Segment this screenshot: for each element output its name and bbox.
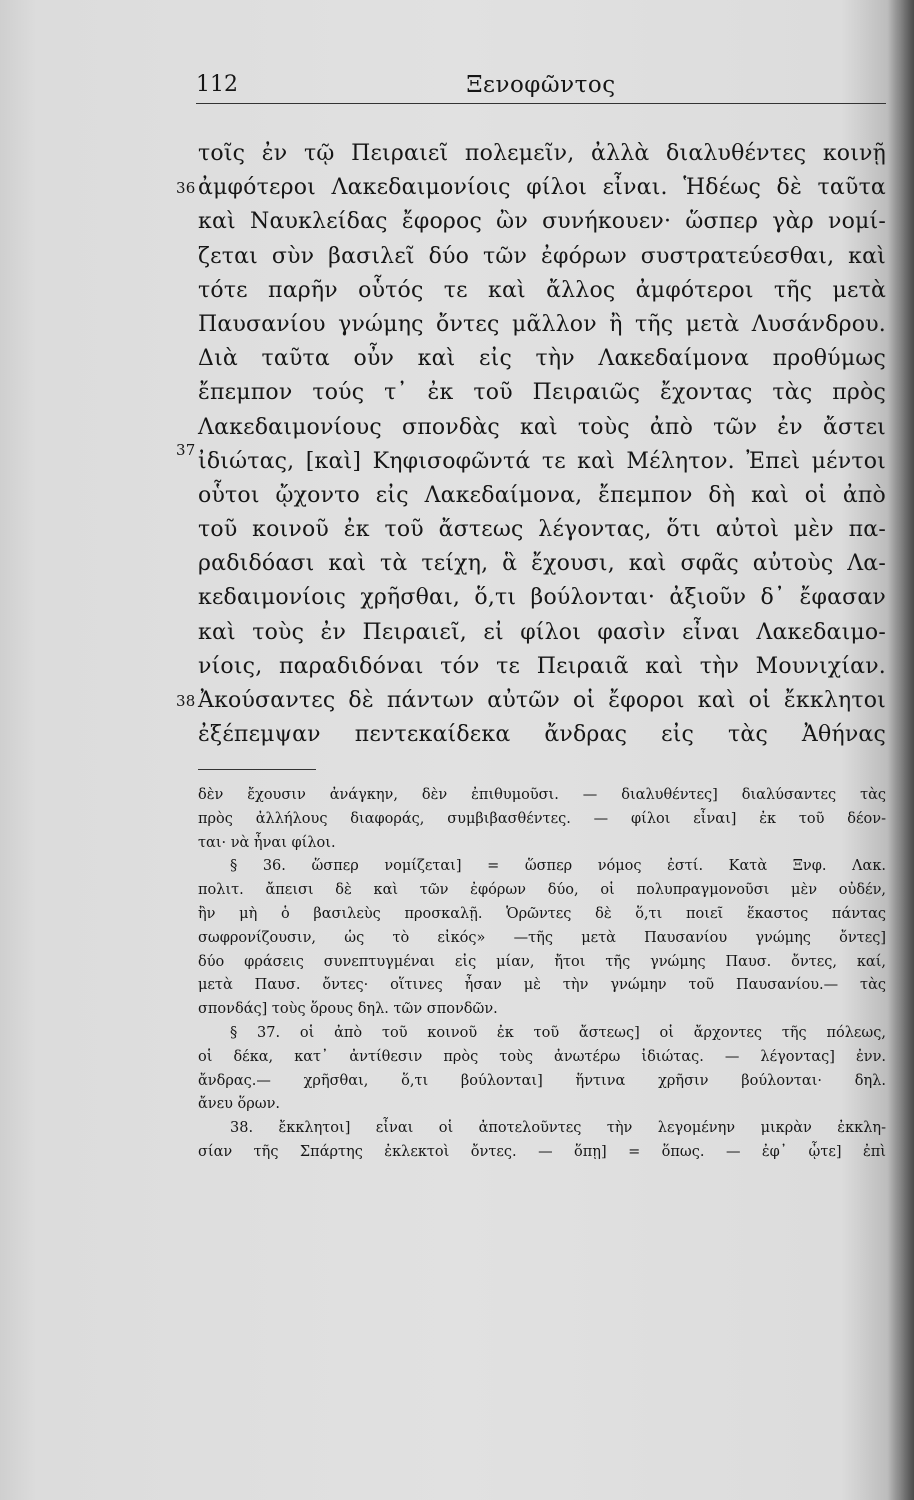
- line-text: Ἀκούσαντες δὲ πάντων αὐτῶν οἱ ἔφοροι καὶ οἱ ἔκκλητοι: [198, 688, 886, 713]
- text-line: [198, 479, 886, 513]
- footnote-line: ἄνδρας.— χρῆσθαι, ὅ,τι βούλονται] ἥντινα χρῆσιν βούλονται· δηλ.: [198, 1072, 886, 1089]
- text-line: [198, 240, 886, 274]
- footnote-line: ἄνευ ὅρων.: [198, 1096, 281, 1113]
- text-line: [176, 684, 886, 718]
- text-line: [198, 581, 886, 615]
- line-text: καὶ Ναυκλείδας ἔφορος ὢν συνήκουεν· ὥσπερ γὰρ νομί-: [198, 209, 886, 235]
- header-rule: [196, 103, 886, 104]
- text-line: [198, 616, 886, 650]
- footnote-line: σπονδάς] τοὺς ὅρους δηλ. τῶν σπονδῶν.: [198, 1001, 498, 1018]
- main-text: [176, 137, 886, 752]
- section-number: 37: [176, 440, 196, 459]
- text-line: [176, 440, 886, 479]
- line-text: Διὰ ταῦτα οὖν καὶ εἰς τὴν Λακεδαίμονα προθύμως: [198, 346, 886, 372]
- text-line: [198, 411, 886, 445]
- footnote-line: πρὸς ἀλλήλους διαφοράς, συμβιβασθέντες. — φίλοι εἶναι] ἐκ τοῦ δέον-: [198, 810, 886, 827]
- text-line: [198, 376, 886, 410]
- line-text: Παυσανίου γνώμης ὄντες μᾶλλον ἢ τῆς μετὰ Λυσάνδρου.: [198, 311, 886, 337]
- line-text: τοῖς ἐν τῷ Πειραιεῖ πολεμεῖν, ἀλλὰ διαλυθέντες κοινῇ: [198, 141, 886, 166]
- running-header: [196, 72, 886, 102]
- footnote-line: μετὰ Παυσ. ὄντες· οἵτινες ἦσαν μὲ τὴν γνώμην τοῦ Παυσανίου.— τὰς: [198, 977, 886, 994]
- line-text: τότε παρῆν οὗτός τε καὶ ἄλλος ἀμφότεροι τῆς μετὰ: [198, 277, 886, 303]
- page-number: 112: [196, 72, 238, 97]
- line-text: καὶ τοὺς ἐν Πειραιεῖ, εἰ φίλοι φασὶν εἶναι Λακεδαιμο-: [198, 619, 886, 645]
- text-line: [198, 137, 886, 171]
- footnote-line: 38. ἔκκλητοι] εἶναι οἱ ἀποτελοῦντες τὴν λεγομένην μικρὰν ἐκκλη-: [230, 1120, 886, 1137]
- section-number: 38: [176, 692, 196, 710]
- text-line: [198, 308, 886, 342]
- footnote-line: οἱ δέκα, κατ᾿ ἀντίθεσιν πρὸς τοὺς ἀνωτέρω ἰδιώτας. — λέγοντας] ἐνν.: [198, 1048, 886, 1065]
- footnote-line: δὲν ἔχουσιν ἀνάγκην, δὲν ἐπιθυμοῦσι. — διαλυθέντες] διαλύσαντες τὰς: [198, 787, 886, 803]
- text-line: [176, 171, 886, 205]
- footnote-line: σωφρονίζουσιν, ὡς τὸ εἰκός» —τῆς μετὰ Παυσανίου γνώμης ὄντες]: [198, 929, 886, 946]
- line-text: ραδιδόασι καὶ τὰ τείχη, ἃ ἔχουσι, καὶ σφᾶς αὐτοὺς Λα-: [198, 551, 886, 577]
- section-number: 36: [176, 179, 196, 198]
- footnote-line: ἢν μὴ ὁ βασιλεὺς προσκαλῇ. Ὁρῶντες δὲ ὅ,τι ποιεῖ ἕκαστος πάντας: [198, 905, 886, 922]
- text-line: [198, 342, 886, 376]
- line-text: ἔπεμπον τούς τ᾿ ἐκ τοῦ Πειραιῶς ἔχοντας τὰς πρὸς: [198, 380, 886, 406]
- footnote-line: δύο φράσεις συνεπτυγμέναι εἰς μίαν, ἤτοι τῆς γνώμης Παυσ. ὄντες, καί,: [198, 953, 886, 970]
- text-line: [198, 274, 886, 308]
- line-text: οὗτοι ᾤχοντο εἰς Λακεδαίμονα, ἔπεμπον δὴ καὶ οἱ ἀπὸ: [198, 482, 886, 508]
- line-text: Λακεδαιμονίους σπονδὰς καὶ τοὺς ἀπὸ τῶν ἐν ἄστει: [198, 414, 886, 440]
- footnotes: [198, 784, 886, 1165]
- line-text: κεδαιμονίοις χρῆσθαι, ὅ,τι βούλονται· ἀξιοῦν δ᾿ ἔφασαν: [198, 585, 886, 611]
- text-line: [198, 513, 886, 547]
- footnote-line: ται· νὰ ἦναι φίλοι.: [198, 834, 336, 851]
- line-text: ἀμφότεροι Λακεδαιμονίοις φίλοι εἶναι. Ἡδέως δὲ ταῦτα: [198, 175, 886, 201]
- line-text: νίοις, παραδιδόναι τόν τε Πειραιᾶ καὶ τὴν Μουνιχίαν.: [198, 653, 886, 679]
- running-title: Ξενοφῶντος: [466, 72, 616, 98]
- page-edge-shadow: [888, 0, 914, 1500]
- line-text: ζεται σὺν βασιλεῖ δύο τῶν ἐφόρων συστρατεύεσθαι, καὶ: [198, 243, 886, 269]
- line-text: τοῦ κοινοῦ ἐκ τοῦ ἄστεως λέγοντας, ὅτι αὐτοὶ μὲν πα-: [198, 517, 886, 543]
- text-line: [198, 650, 886, 684]
- line-text: ἰδιώτας, [καὶ] Κηφισοφῶντά τε καὶ Μέλητον. Ἐπεὶ μέντοι: [198, 448, 886, 474]
- text-line: [198, 205, 886, 239]
- text-line: [198, 718, 886, 752]
- footnote-line: § 37. οἱ ἀπὸ τοῦ κοινοῦ ἐκ τοῦ ἄστεως] οἱ ἄρχοντες τῆς πόλεως,: [230, 1024, 886, 1041]
- footnote-rule: [198, 769, 316, 770]
- footnote-line: σίαν τῆς Σπάρτης ἐκλεκτοὶ ὄντες. — ὅπῃ] = ὅπως. — ἐφ᾿ ᾧτε] ἐπὶ: [198, 1143, 886, 1160]
- text-line: [198, 547, 886, 581]
- line-text: ἐξέπεμψαν πεντεκαίδεκα ἄνδρας εἰς τὰς Ἀθήνας: [198, 722, 886, 748]
- footnote-line: πολιτ. ἄπεισι δὲ καὶ τῶν ἐφόρων δύο, οἱ πολυπραγμονοῦσι μὲν οὐδέν,: [198, 882, 886, 899]
- footnote-line: § 36. ὥσπερ νομίζεται] = ὥσπερ νόμος ἐστί. Κατὰ Ξνφ. Λακ.: [230, 858, 886, 875]
